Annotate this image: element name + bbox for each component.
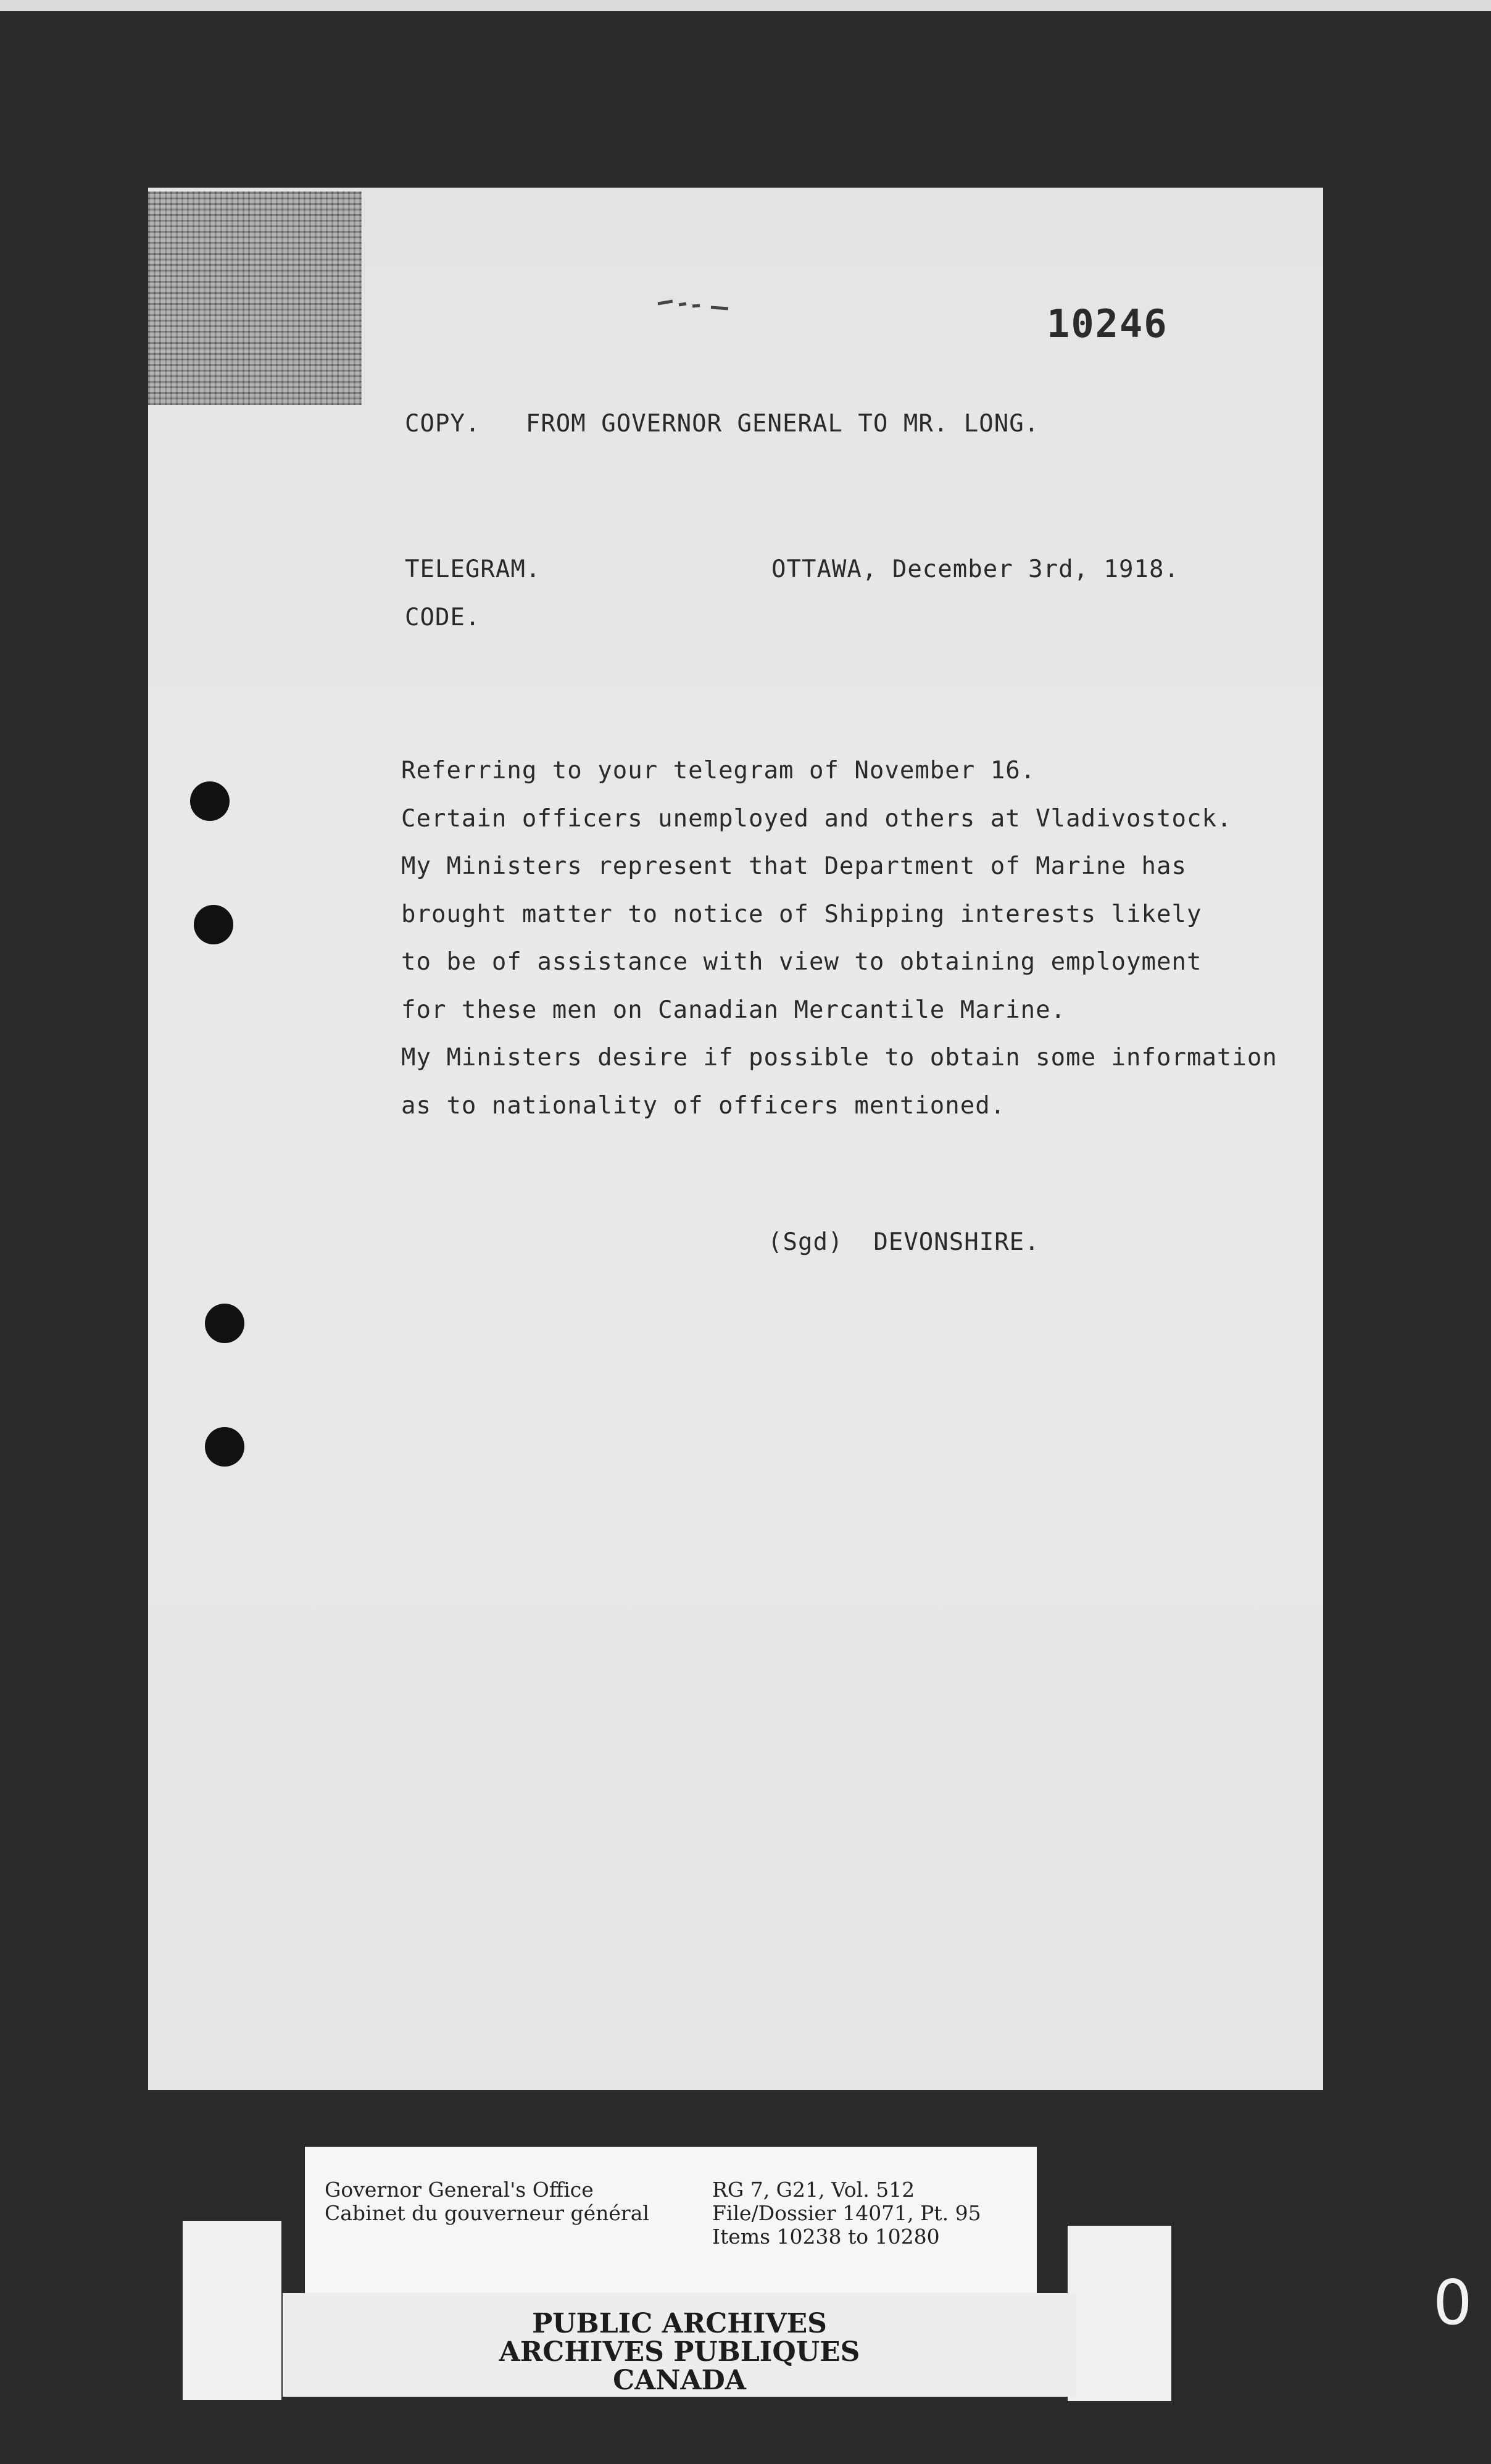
body-line: Certain officers unemployed and others at Vladivostock. — [401, 804, 1232, 833]
label-slot-right — [1068, 2226, 1171, 2401]
body-line: to be of assistance with view to obtaining employment — [401, 948, 1202, 976]
tape-patch — [148, 191, 362, 405]
header-line: COPY. FROM GOVERNOR GENERAL TO MR. LONG. — [405, 410, 1040, 438]
telegram-body — [401, 747, 1277, 1130]
place-date: OTTAWA, December 3rd, 1918. — [771, 556, 1179, 583]
archives-stamp — [283, 2293, 1076, 2397]
body-line: as to nationality of officers mentioned. — [401, 1091, 1006, 1120]
ink-smudge — [654, 290, 741, 315]
stamp-line-2: ARCHIVES PUBLIQUES — [499, 2336, 860, 2368]
stamp-line-1: PUBLIC ARCHIVES — [532, 2308, 827, 2339]
frame-number: 0 — [1433, 2266, 1472, 2339]
body-line: brought matter to notice of Shipping interests likely — [401, 900, 1202, 928]
stamp-line-3: CANADA — [613, 2365, 746, 2396]
signature: (Sgd) DEVONSHIRE. — [768, 1228, 1040, 1256]
punch-hole — [190, 781, 230, 821]
body-line: Referring to your telegram of November 16. — [401, 757, 1036, 785]
archive-items: Items 10238 to 10280 — [712, 2225, 940, 2249]
punch-hole — [205, 1304, 244, 1343]
code-label: CODE. — [405, 604, 481, 631]
body-line: My Ministers represent that Department of Marine has — [401, 852, 1187, 880]
archive-label — [305, 2147, 1037, 2300]
punch-hole — [205, 1427, 244, 1467]
item-number: 10246 — [1047, 301, 1168, 346]
archive-reference: RG 7, G21, Vol. 512 — [712, 2178, 915, 2202]
film-edge — [0, 0, 1491, 11]
punch-hole — [194, 905, 233, 944]
office-fr: Cabinet du gouverneur général — [325, 2201, 649, 2225]
label-slot-left — [183, 2221, 281, 2400]
telegram-label: TELEGRAM. — [405, 556, 541, 583]
archive-file: File/Dossier 14071, Pt. 95 — [712, 2201, 981, 2225]
body-line: for these men on Canadian Mercantile Marine. — [401, 996, 1066, 1024]
body-line: My Ministers desire if possible to obtain some information — [401, 1044, 1277, 1072]
office-en: Governor General's Office — [325, 2178, 594, 2202]
document-page — [148, 188, 1323, 2090]
